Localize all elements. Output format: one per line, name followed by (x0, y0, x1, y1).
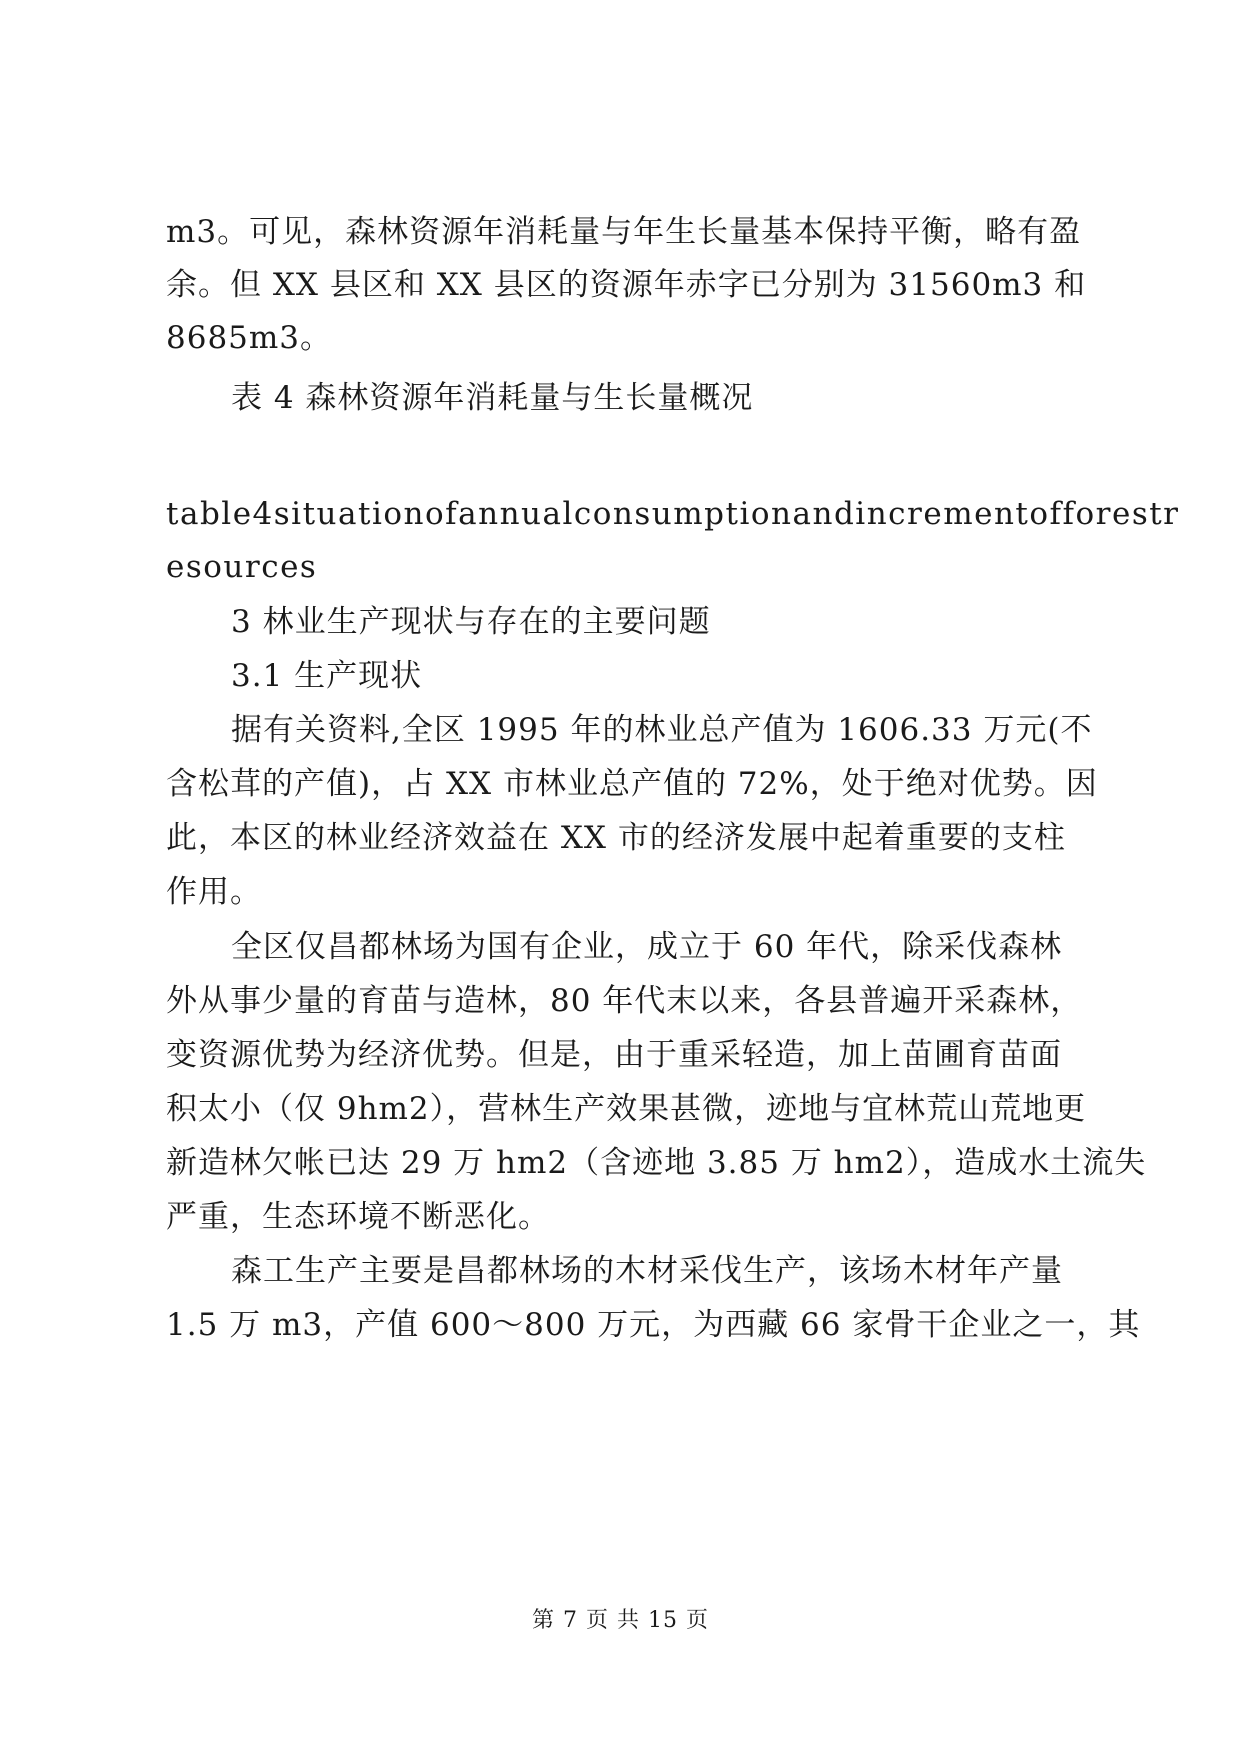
body-text-line: 森工生产主要是昌都林场的木材采伐生产，该场木材年产量 (231, 1253, 1063, 1289)
body-text-line: 外从事少量的育苗与造林，80 年代末以来，各县普遍开采森林， (166, 983, 1083, 1019)
body-text-line: 此，本区的林业经济效益在 XX 市的经济发展中起着重要的支柱 (166, 820, 1066, 856)
table-caption: 表 4 森林资源年消耗量与生长量概况 (231, 380, 754, 416)
body-text-line: 含松茸的产值)，占 XX 市林业总产值的 72%，处于绝对优势。因 (166, 766, 1098, 802)
body-text-line: 余。但 XX 县区和 XX 县区的资源年赤字已分别为 31560m3 和 (166, 267, 1087, 303)
table-caption-english: table4situationofannualconsumptionandincrementofforestr (166, 496, 1180, 532)
body-text-line: 全区仅昌都林场为国有企业，成立于 60 年代，除采伐森林 (231, 929, 1063, 965)
subsection-heading: 3.1 生产现状 (231, 658, 423, 694)
body-text-line: 8685m3。 (166, 320, 333, 356)
body-text-line: m3。可见，森林资源年消耗量与年生长量基本保持平衡，略有盈 (166, 214, 1082, 250)
body-text-line: 1.5 万 m3，产值 600～800 万元，为西藏 66 家骨干企业之一，其 (166, 1307, 1141, 1343)
body-text-line: 严重，生态环境不断恶化。 (166, 1199, 550, 1235)
body-text-line: 积太小（仅 9hm2），营林生产效果甚微，迹地与宜林荒山荒地更 (166, 1091, 1087, 1127)
body-text-line: 新造林欠帐已达 29 万 hm2（含迹地 3.85 万 hm2），造成水土流失 (166, 1145, 1147, 1181)
body-text-line: 作用。 (166, 874, 262, 910)
body-text-line: 变资源优势为经济优势。但是，由于重采轻造，加上苗圃育苗面 (166, 1037, 1062, 1073)
section-heading: 3 林业生产现状与存在的主要问题 (231, 604, 711, 640)
page-number-footer: 第 7 页 共 15 页 (532, 1608, 709, 1633)
body-text-line: 据有关资料,全区 1995 年的林业总产值为 1606.33 万元(不 (231, 712, 1093, 748)
table-caption-english: esources (166, 549, 318, 585)
